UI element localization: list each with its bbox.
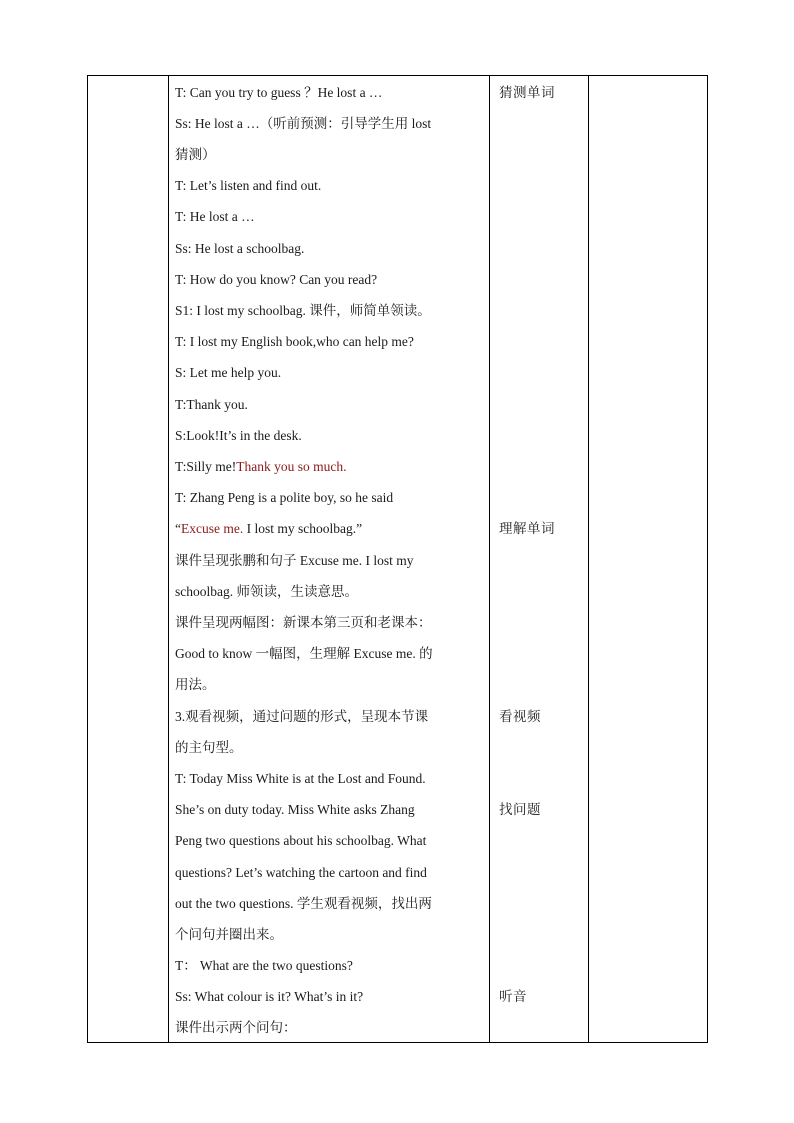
process-line: T: He lost a …	[175, 209, 255, 224]
purpose-note: 看视频	[499, 709, 541, 725]
remarks-cell	[589, 76, 708, 1043]
purpose-note: 猜测单词	[499, 85, 555, 101]
process-line: Peng two questions about his schoolbag. What	[175, 833, 427, 848]
process-line: out the two questions. 学生观看视频，找出两	[175, 896, 432, 911]
process-line: T： What are the two questions?	[175, 958, 353, 973]
process-line: 的主句型。	[175, 740, 243, 755]
table-row	[88, 76, 708, 1043]
teaching-process-cell	[169, 76, 490, 1043]
process-line: T: Let’s listen and find out.	[175, 178, 322, 193]
process-line: Ss: What colour is it? What’s in it?	[175, 989, 364, 1004]
process-line: Ss: He lost a …（听前预测：引导学生用 lost	[175, 116, 432, 131]
purpose-note: 找问题	[499, 802, 541, 818]
process-line: S1: I lost my schoolbag. 课件，师简单领读。	[175, 303, 431, 318]
process-line: Good to know 一幅图，生理解 Excuse me. 的	[175, 646, 433, 661]
process-line: T: Zhang Peng is a polite boy, so he said	[175, 490, 394, 505]
process-line: T: How do you know? Can you read?	[175, 272, 378, 287]
highlighted-phrase: Excuse me.	[181, 521, 244, 536]
process-text: I lost my schoolbag.”	[243, 521, 363, 536]
process-line: 用法。	[175, 677, 216, 692]
process-line: 3.观看视频，通过问题的形式，呈现本节课	[175, 709, 429, 724]
process-text: T:Silly me!	[175, 459, 237, 474]
process-line: 猜测）	[175, 147, 216, 162]
purpose-note: 理解单词	[499, 521, 555, 537]
process-line: 课件呈现两幅图：新课本第三页和老课本：	[175, 615, 432, 630]
process-line-with-highlight	[175, 520, 362, 538]
highlighted-phrase: Thank you so much.	[236, 459, 347, 474]
process-line: 个问句并圈出来。	[175, 927, 283, 942]
process-line: She’s on duty today. Miss White asks Zhang	[175, 802, 415, 817]
process-line: T: Can you try to guess ？He lost a …	[175, 85, 383, 100]
process-line: T: I lost my English book,who can help me?	[175, 334, 414, 349]
process-line: T: Today Miss White is at the Lost and Found.	[175, 771, 426, 786]
purpose-cell	[490, 76, 589, 1043]
process-line: schoolbag. 师领读，生读意思。	[175, 584, 358, 599]
process-line: T:Thank you.	[175, 397, 248, 412]
process-line-with-highlight	[175, 458, 346, 476]
open-quote: “	[175, 521, 181, 536]
process-line: 课件出示两个问句：	[175, 1020, 297, 1035]
purpose-note: 听音	[499, 989, 527, 1005]
process-line: 课件呈现张鹏和句子 Excuse me. I lost my	[175, 553, 414, 568]
process-line: S: Let me help you.	[175, 365, 282, 380]
stage-column-cell	[88, 76, 169, 1043]
process-line: questions? Let’s watching the cartoon and find	[175, 865, 427, 880]
process-line: Ss: He lost a schoolbag.	[175, 241, 305, 256]
lesson-plan-table	[87, 75, 708, 1043]
process-line: S:Look!It’s in the desk.	[175, 428, 302, 443]
